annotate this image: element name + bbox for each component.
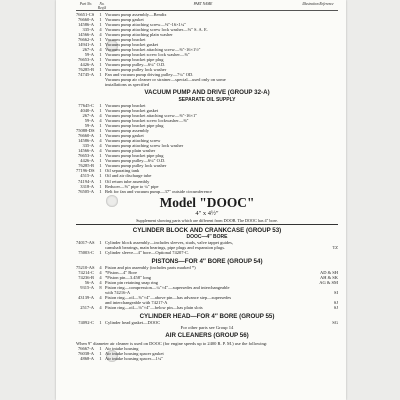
part-name: Vacuum pump pulley lock washer xyxy=(105,163,167,169)
part-name: Vacuum pump pulley—6¼″ O.D. xyxy=(105,61,166,67)
part-name: Vacuum pump assembly—Bendix xyxy=(105,11,167,17)
part-name: Belt for fan and vacuum pump—37″ outside circumference xyxy=(105,188,212,194)
quantity: 1 xyxy=(99,158,102,164)
quantity: 1 xyxy=(99,128,102,134)
part-number: 4426-A xyxy=(80,61,94,67)
part-number: 2517-A xyxy=(80,305,94,311)
part-name: Vacuum pump plain washer xyxy=(105,148,156,154)
part-number: 14586-A xyxy=(78,138,94,144)
part-name: camshaft bearings, main bearings, pipe plugs and expansion plugs. xyxy=(105,245,226,251)
part-name: Vacuum pump gasket xyxy=(105,16,144,22)
quantity: 1 xyxy=(99,51,102,57)
section-subtitle-vacuum: SEPARATE OIL SUPPLY xyxy=(178,96,236,103)
part-number: 59-A xyxy=(84,51,94,57)
part-name: Vacuum pump air cleaner or strainer—special—used only on some xyxy=(105,77,226,83)
illustration-ref xyxy=(314,82,338,87)
quantity: 1 xyxy=(99,188,102,194)
quantity: 1 xyxy=(99,320,102,326)
quantity: 1 xyxy=(99,102,102,108)
quantity: 1 xyxy=(99,56,102,62)
part-name: Vacuum pump bracket pipe plug xyxy=(105,153,164,159)
part-row xyxy=(76,189,338,194)
quantity: 8 xyxy=(99,285,102,291)
part-name: Cylinder block assembly—includes sleeves, studs, valve tappet guides, xyxy=(105,240,233,246)
part-number: 9315-A xyxy=(80,285,94,291)
column-header xyxy=(76,2,338,10)
illustration-ref: AH & SK xyxy=(319,275,338,281)
part-name: Oil separating tank xyxy=(105,168,140,174)
part-name: Cylinder head gasket—DOOC xyxy=(105,320,161,326)
part-name: Reducer—⅜″ pipe to ¼″ pipe xyxy=(105,183,159,189)
part-number: 76660-A xyxy=(78,133,94,139)
quantity: 1 xyxy=(99,250,102,256)
part-row xyxy=(76,356,338,361)
part-number: 74745-A xyxy=(78,72,94,78)
part-number: 74092-C xyxy=(78,320,94,326)
part-number: 4515-A xyxy=(80,173,94,179)
part-number: 267-A xyxy=(82,46,94,52)
part-number: 74194-A xyxy=(78,178,94,184)
part-name: Vacuum pump pulley—6¼″ O.D. xyxy=(105,158,166,164)
part-row xyxy=(76,305,338,310)
quantity: 1 xyxy=(99,72,102,78)
part-name: Vacuum pump attaching screw xyxy=(105,138,161,144)
quantity: 1 xyxy=(99,240,102,246)
quantity: 4 xyxy=(99,46,102,52)
part-name: with 74216-A xyxy=(105,290,131,296)
illustration-ref: SJ xyxy=(333,305,338,311)
part-number: 77645-C xyxy=(78,102,94,108)
header-part-no: Part No. xyxy=(79,2,93,6)
quantity: 1 xyxy=(99,168,102,174)
quantity: 4 xyxy=(99,138,102,144)
section-title-head: CYLINDER HEAD—FOR 4″ BORE (GROUP 55) xyxy=(139,312,275,320)
header-illustration-ref: Illustration Reference xyxy=(302,2,334,6)
quantity: 1 xyxy=(99,67,102,73)
part-row xyxy=(76,250,338,255)
part-name: Piston and pin assembly (includes parts marked *) xyxy=(105,265,196,271)
illustration-ref: TZ xyxy=(332,245,338,251)
section-title-cylinder: CYLINDER BLOCK AND CRANKCASE (GROUP 53) xyxy=(132,226,282,234)
top-parts-list xyxy=(76,12,338,88)
part-number: 74236-B xyxy=(78,275,94,281)
cylinder-parts-list xyxy=(76,240,338,255)
quantity: 4 xyxy=(99,148,102,154)
part-name: Cylinder sleeve—4″ bore—Optional 74207-C. xyxy=(105,250,190,256)
section-title-pistons: PISTONS—FOR 4″ BORE (GROUP 54) xyxy=(151,257,263,265)
part-name: Vacuum pump bracket screw lock washer—⅜″ xyxy=(105,51,190,57)
part-name: Vacuum pump bracket gasket xyxy=(105,107,159,113)
part-number: 14586-A xyxy=(78,21,94,27)
part-number: 76285-B xyxy=(78,67,94,73)
air-intro: When 9″ diameter air cleaner is used on DOOC (for engine speeds up to 2400 R. P. M.) use the following: xyxy=(76,340,268,346)
part-number: 14941-A xyxy=(78,41,94,47)
part-name: Piston ring—oil—⅝″×4″—above pin—has advance step—supersedes xyxy=(105,295,232,301)
part-number: 56-A xyxy=(84,280,94,286)
illustration-ref: SG xyxy=(332,320,338,326)
part-name: Vacuum pump gasket xyxy=(105,133,144,139)
quantity: 1 xyxy=(99,173,102,179)
quantity: 4 xyxy=(99,275,102,281)
part-name: Piston pin retaining snap ring xyxy=(105,280,158,286)
quantity: 4 xyxy=(99,26,102,32)
quantity: 1 xyxy=(99,355,102,361)
part-number: 75088-DS xyxy=(76,128,95,134)
part-number: 267-A xyxy=(82,112,94,118)
part-name: Oil and air discharge tube xyxy=(105,173,152,179)
part-row xyxy=(76,82,338,87)
quantity: 1 xyxy=(99,133,102,139)
part-number: 76505-A xyxy=(78,188,94,194)
quantity: 4 xyxy=(99,31,102,37)
part-number: 74214-C xyxy=(78,270,94,276)
illustration-ref: AG & SM xyxy=(319,280,338,286)
illustration-ref xyxy=(314,356,338,361)
part-name: Air intake housing spacer gasket xyxy=(105,350,164,356)
part-number: 76660-A xyxy=(78,16,94,22)
part-number: 43139-A xyxy=(78,295,94,301)
part-name: installations as specified xyxy=(105,82,149,88)
part-name: *Piston pin—3.458″ long xyxy=(105,275,152,281)
part-number: 59-A xyxy=(84,122,94,128)
part-name: Vacuum pump bracket attaching screw—⅜″-16×1½″ xyxy=(105,46,201,52)
quantity: 1 xyxy=(99,21,102,27)
quantity: 1 xyxy=(99,153,102,159)
part-number: 3318-A xyxy=(80,183,94,189)
part-name: Fan and vacuum pump driving pulley—7¼″ OD. xyxy=(105,72,194,78)
part-number: 76653-A xyxy=(78,153,94,159)
illustration-ref: SJ xyxy=(333,300,338,306)
part-name: and interchangeable with 74217-A xyxy=(105,300,168,306)
part-name: Vacuum pump bracket pipe plug xyxy=(105,56,164,62)
part-number: 75210-AS xyxy=(76,265,95,271)
illustration-ref xyxy=(314,250,338,255)
part-number: 335-A xyxy=(82,26,94,32)
section-title-air: AIR CLEANERS (GROUP 56) xyxy=(165,332,249,340)
part-name: Vacuum pump bracket gasket xyxy=(105,41,159,47)
quantity: 4 xyxy=(99,305,102,311)
quantity: 1 xyxy=(99,41,102,47)
quantity: 1 xyxy=(99,122,102,128)
part-name: Air intake housing spacer—1¼″ xyxy=(105,355,164,361)
quantity: 1 xyxy=(99,11,102,17)
part-number: 4868-A xyxy=(80,355,94,361)
part-number: 4426-A xyxy=(80,158,94,164)
part-name: *Piston—4″ Bore xyxy=(105,270,138,276)
part-number: 76667-A xyxy=(78,345,94,351)
illustration-ref: SI xyxy=(333,290,338,296)
quantity: 1 xyxy=(99,350,102,356)
part-name: Vacuum pump attaching screw—⅜″-16×1¼″ xyxy=(105,21,187,27)
part-number: 76038-A xyxy=(78,350,94,356)
quantity: 1 xyxy=(99,183,102,189)
part-number: 335-A xyxy=(82,143,94,149)
section-title-vacuum: VACUUM PUMP AND DRIVE (GROUP 32-A) xyxy=(144,89,270,97)
quantity: 1 xyxy=(99,16,102,22)
part-number: 75003-C xyxy=(78,250,94,256)
part-number: 74017-AS xyxy=(76,240,95,246)
part-name: Oil return tube assembly xyxy=(105,178,150,184)
quantity: 4 xyxy=(99,280,102,286)
part-name: Air intake housing xyxy=(105,345,139,351)
quantity: 1 xyxy=(99,36,102,42)
page-content xyxy=(76,2,338,361)
model-rule xyxy=(76,224,338,225)
part-number: 76651-CS xyxy=(76,11,95,17)
quantity: 4 xyxy=(99,295,102,301)
quantity: 1 xyxy=(99,163,102,169)
pistons-parts-list xyxy=(76,265,338,310)
model-supplement-note: Supplement showing parts which are different from DOOB. The DOOC has 4″ bore. xyxy=(136,217,278,223)
vacuum-parts-list xyxy=(76,103,338,194)
quantity: 1 xyxy=(99,345,102,351)
part-number: 77196-DS xyxy=(76,168,95,174)
header-qty: No. Req'd xyxy=(97,2,107,10)
model-title: Model "DOOC" xyxy=(159,195,255,211)
part-name: Vacuum pump bracket screw lockwasher—⅜″ xyxy=(105,117,189,123)
part-name: Piston ring—oil—⅛″×4″—below pin—has plain slots xyxy=(105,305,203,311)
part-name: Vacuum pump pulley lock washer xyxy=(105,67,167,73)
quantity: 4 xyxy=(99,265,102,271)
part-name: Vacuum pump attaching plain washer xyxy=(105,31,173,37)
illustration-ref xyxy=(314,189,338,194)
part-number: 76285-B xyxy=(78,163,94,169)
quantity: 4 xyxy=(99,117,102,123)
air-parts-list xyxy=(76,346,338,361)
illustration-ref: AD & SH xyxy=(319,270,338,276)
part-name: Vacuum pump bracket pipe plug xyxy=(105,122,164,128)
header-part-name: PART NAME xyxy=(193,2,213,6)
quantity: 4 xyxy=(99,143,102,149)
part-name: Vacuum pump assembly xyxy=(105,128,149,134)
quantity: 1 xyxy=(99,178,102,184)
part-number: 4040-A xyxy=(80,107,94,113)
part-number: 14566-A xyxy=(78,148,94,154)
quantity: 4 xyxy=(99,270,102,276)
part-number: 59-A xyxy=(84,117,94,123)
quantity: 1 xyxy=(99,61,102,67)
quantity xyxy=(96,82,105,87)
part-number: 76662-A xyxy=(78,36,94,42)
part-number xyxy=(76,82,96,87)
part-name: Vacuum pump bracket xyxy=(105,36,146,42)
quantity: 4 xyxy=(99,112,102,118)
quantity: 1 xyxy=(99,107,102,113)
section-subtitle-cylinder: DOOC—4″ BORE xyxy=(186,234,228,241)
part-name: Vacuum pump bracket attaching screw—⅜″-16×1″ xyxy=(105,112,198,118)
part-number: 76653-A xyxy=(78,56,94,62)
model-size: 4″ x 4½″ xyxy=(195,210,219,218)
part-name: Vacuum pump attaching screw lock washer—⅜″ S. A. E. xyxy=(105,26,208,32)
part-name: Vacuum pump attaching screw lock washer xyxy=(105,143,184,149)
part-number: 14566-A xyxy=(78,31,94,37)
part-name: Vacuum pump bracket xyxy=(105,102,146,108)
part-name: Piston ring—compression—¼″×4″—supersedes and interchangeable xyxy=(105,285,230,291)
head-note: For other parts see Group 14 xyxy=(180,325,234,331)
